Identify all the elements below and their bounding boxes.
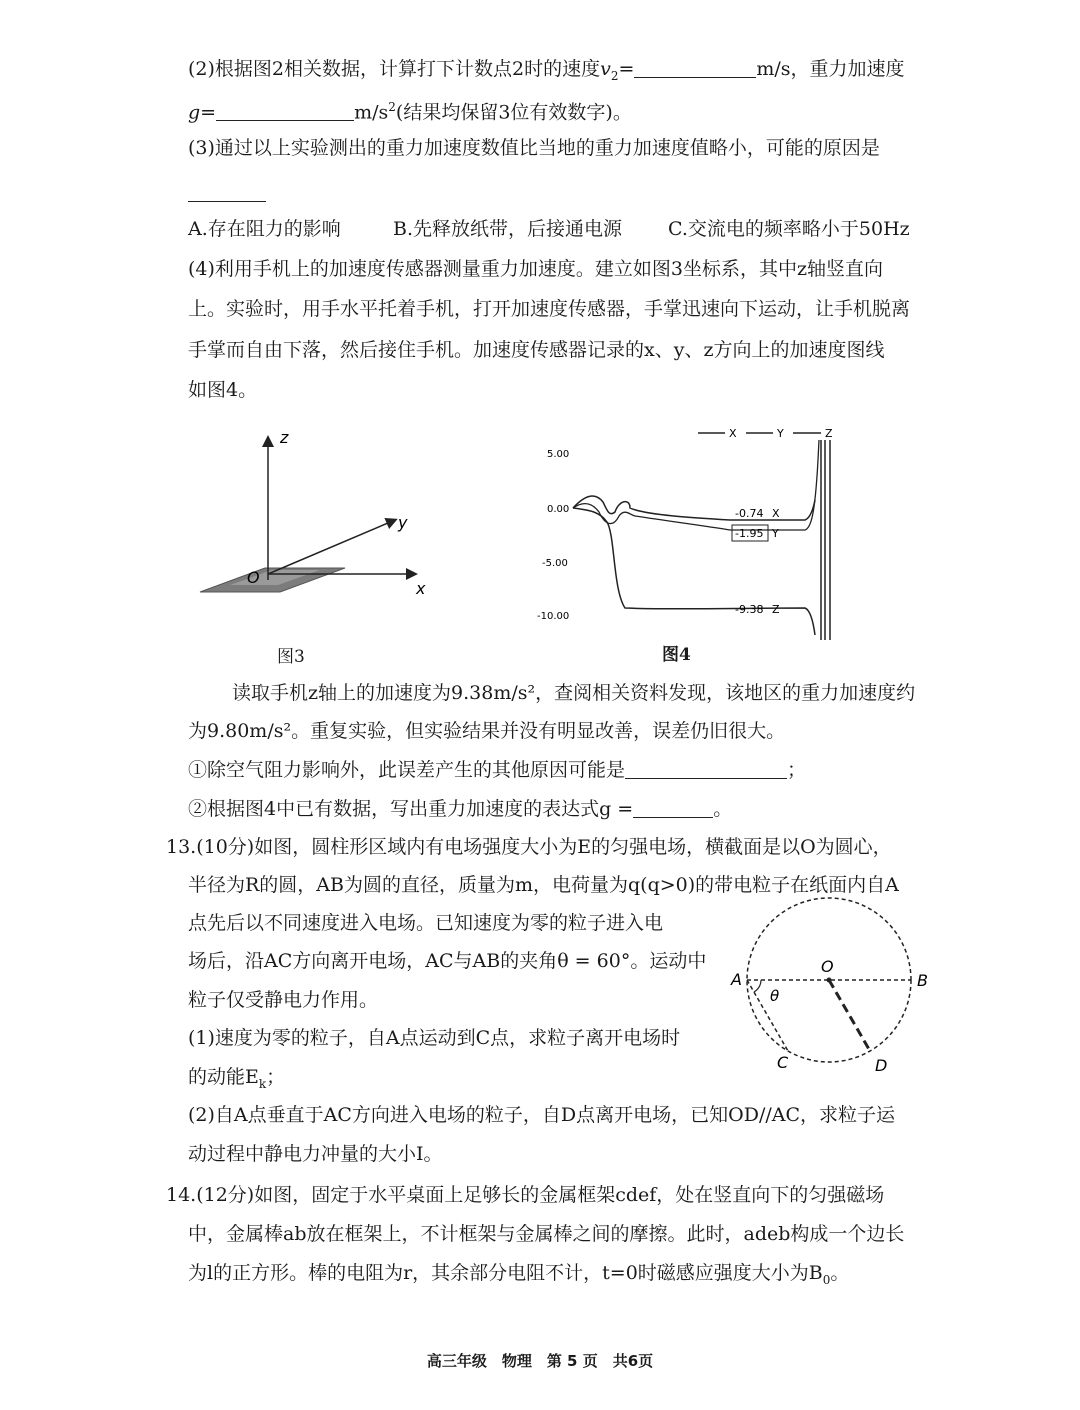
point-b: B — [917, 971, 928, 990]
q13-line1: 13.(10分)如图，圆柱形区域内有电场强度大小为E的匀强电场，横截面是以O为圆心， — [166, 836, 892, 858]
legend-z: Z — [825, 427, 833, 440]
figure-3 — [190, 420, 450, 624]
q13-line7: 的动能$E_k$； — [188, 1066, 286, 1091]
q12-part3-blank-line — [188, 180, 266, 206]
q12-part3-text: (3)通过以上实验测出的重力加速度数值比当地的重力加速度值略小，可能的原因是 — [188, 137, 880, 159]
axis-label-y: y — [398, 513, 408, 532]
chord-ac — [747, 980, 788, 1051]
value-label-x: -0.74 — [735, 507, 764, 520]
answer-blank-g[interactable] — [216, 100, 354, 121]
option-c[interactable]: C.交流电的频率略小于50Hz — [668, 218, 910, 240]
reading-line2: 为9.80m/s²。重复实验，但实验结果并没有明显改善，误差仍旧很大。 — [188, 720, 786, 742]
y-tick-minus5: -5.00 — [542, 558, 568, 569]
q13-circle-figure — [725, 890, 945, 1089]
reading-line1: 读取手机z轴上的加速度为9.38m/s²，查阅相关资料发现，该地区的重力加速度约 — [232, 682, 916, 704]
q14-line2: 中，金属棒ab放在框架上，不计框架与金属棒之间的摩擦。此时，adeb构成一个边长 — [188, 1223, 905, 1245]
q12-options — [188, 216, 928, 242]
value-label-x-name: X — [772, 507, 780, 520]
option-a[interactable]: A.存在阻力的影响 — [188, 218, 341, 240]
option-b[interactable]: B.先释放纸带，后接通电源 — [393, 218, 623, 240]
figure-4-chart — [535, 420, 855, 649]
answer-blank-g-expression[interactable] — [633, 797, 713, 818]
answer-blank-reason[interactable] — [188, 181, 266, 202]
q13-line9: 动过程中静电力冲量的大小I。 — [188, 1143, 443, 1165]
point-a: A — [731, 970, 742, 989]
y-tick-5: 5.00 — [547, 449, 570, 460]
angle-theta: θ — [770, 987, 780, 1005]
value-label-y: -1.95 — [735, 527, 764, 540]
axis-label-z: z — [280, 428, 289, 447]
point-o: O — [821, 957, 834, 976]
segment-od — [829, 980, 870, 1051]
q13-line3: 点先后以不同速度进入电场。已知速度为零的粒子进入电 — [188, 912, 664, 934]
q12-part4-line2: 上。实验时，用手水平托着手机，打开加速度传感器，手掌迅速向下运动，让手机脱离 — [188, 298, 911, 320]
q13-line8: (2)自A点垂直于AC方向进入电场的粒子，自D点离开电场，已知OD//AC，求粒子运 — [188, 1104, 896, 1126]
q14-line1: 14.(12分)如图，固定于水平桌面上足够长的金属框架cdef，处在竖直向下的匀强磁场 — [166, 1184, 885, 1206]
figure-4-caption: 图4 — [662, 645, 691, 665]
legend-y: Y — [777, 427, 784, 440]
value-label-z-name: Z — [772, 603, 780, 616]
axis-label-x: x — [416, 579, 426, 598]
q12-part4-line1: (4)利用手机上的加速度传感器测量重力加速度。建立如图3坐标系，其中z轴竖直向 — [188, 258, 884, 280]
page-footer: 高三年级 物理 第 5 页 共6页 — [426, 1352, 654, 1370]
q12-part4-line3: 手掌而自由下落，然后接住手机。加速度传感器记录的x、y、z方向上的加速度图线 — [188, 339, 885, 361]
sub-question-2: ②根据图4中已有数据，写出重力加速度的表达式g = 。 — [188, 798, 733, 820]
figure-3-caption: 图3 — [277, 647, 305, 667]
point-c: C — [777, 1053, 789, 1072]
origin-label: O — [247, 568, 260, 587]
q14-line3: 为l的正方形。棒的电阻为r，其余部分电阻不计，t=0时磁感应强度大小为$B_0$。 — [188, 1262, 850, 1287]
q12-part2-line1: (2)根据图2相关数据，计算打下计数点2时的速度$v_2= m/s$，重力加速度 — [188, 58, 905, 83]
y-axis — [268, 520, 395, 574]
value-label-y-name: Y — [772, 527, 779, 540]
y-tick-minus10: -10.00 — [537, 611, 570, 622]
q13-line2: 半径为R的圆，AB为圆的直径，质量为m，电荷量为q(q>0)的带电粒子在纸面内自A — [188, 874, 899, 896]
point-d: D — [875, 1056, 888, 1075]
q12-part4-line4: 如图4。 — [188, 379, 258, 401]
sub-question-1: ①除空气阻力影响外，此误差产生的其他原因可能是 ； — [188, 759, 807, 781]
y-tick-0: 0.00 — [547, 504, 570, 515]
q12-part2-line2: $g= m/s^2$(结果均保留3位有效数字)。 — [188, 100, 632, 124]
q13-line5: 粒子仅受静电力作用。 — [188, 989, 379, 1011]
value-label-z: -9.38 — [735, 603, 764, 616]
answer-blank-v2[interactable] — [634, 57, 756, 78]
series-y-line — [573, 440, 819, 530]
legend-x: X — [729, 427, 737, 440]
q13-line4: 场后，沿AC方向离开电场，AC与AB的夹角θ = 60°。运动中 — [188, 950, 707, 972]
q13-line6: (1)速度为零的粒子，自A点运动到C点，求粒子离开电场时 — [188, 1027, 681, 1049]
answer-blank-other-reason[interactable] — [625, 758, 787, 779]
